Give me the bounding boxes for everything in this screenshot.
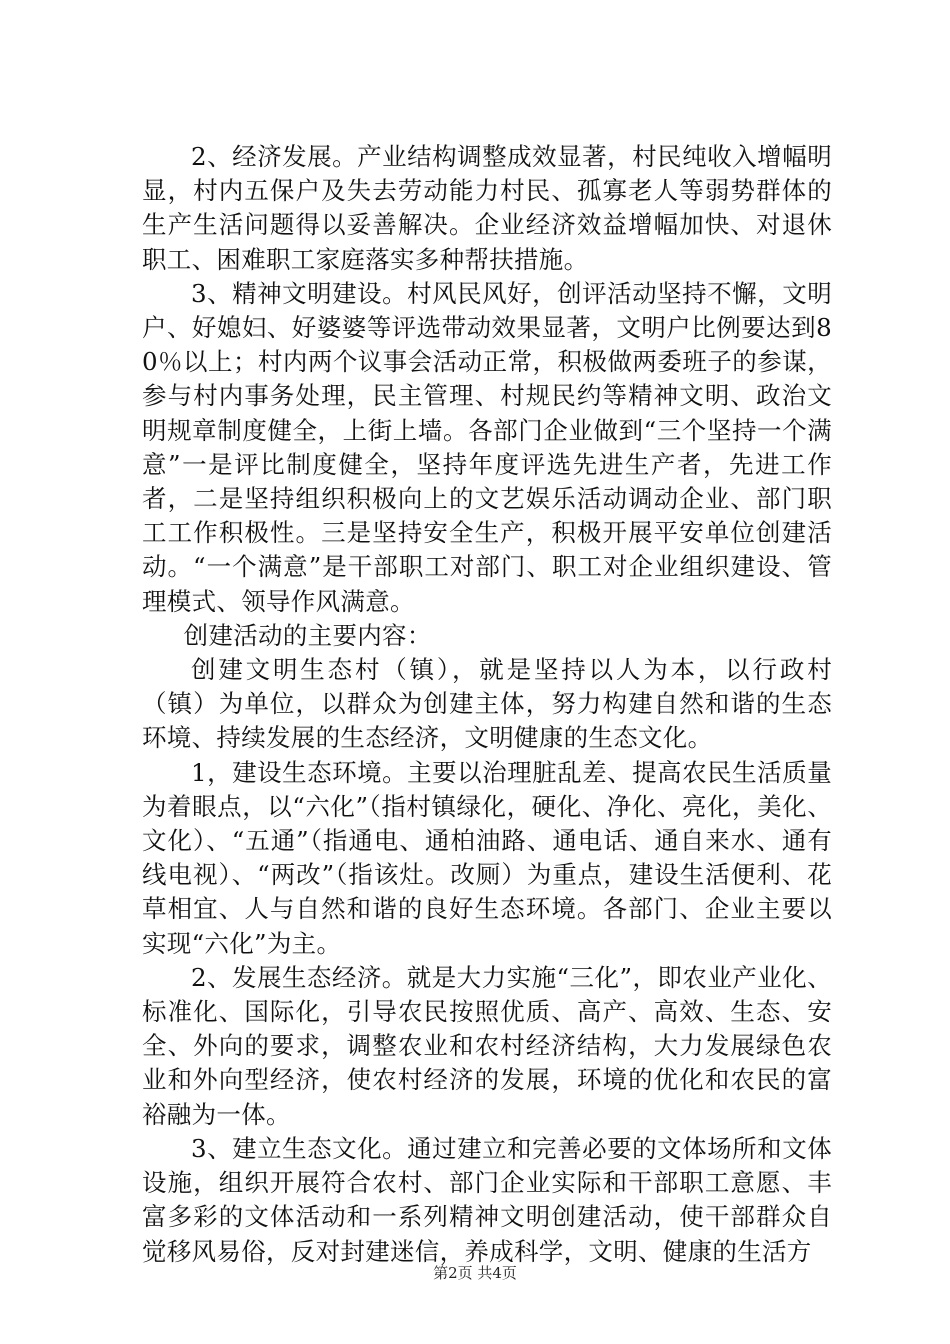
document-body [142, 140, 832, 1269]
paragraph-spiritual-civilization: 3、精神文明建设。村风民风好，创评活动坚持不懈，文明户、好媳妇、好婆婆等评选带动效果显著，文明户比例要达到80％以上；村内两个议事会活动正常，积极做两委班子的参谋，参与村内事务处理，民主管理、村规民约等精神文明、政治文明规章制度健全，上街上墙。各部门企业做到“三个坚持一个满意”一是评比制度健全，坚持年度评选先进生产者，先进工作者，二是坚持组织积极向上的文艺娱乐活动调动企业、部门职工工作积极性。三是坚持安全生产，积极开展平安单位创建活动。“一个满意”是干部职工对部门、职工对企业组织建设、管理模式、领导作风满意。 [142, 278, 832, 616]
paragraph-eco-environment: 1，建设生态环境。主要以治理脏乱差、提高农民生活质量为着眼点，以“六化”（指村镇绿化，硬化、净化、亮化，美化、文化）、“五通”（指通电、通柏油路、通电话、通自来水、通有线电视）、“两改”（指该灶。改厕）为重点，建设生活便利、花草相宜、人与自然和谐的良好生态环境。各部门、企业主要以实现“六化”为主。 [142, 757, 832, 958]
page-number-footer: 第2页 共4页 [433, 1264, 517, 1282]
paragraph-main-content-heading: 创建活动的主要内容： [183, 620, 432, 650]
paragraph-eco-village-definition: 创建文明生态村（镇），就是坚持以人为本，以行政村（镇）为单位，以群众为创建主体，努力构建自然和谐的生态环境、持续发展的生态经济，文明健康的生态文化。 [142, 655, 832, 753]
paragraph-eco-culture: 3、建立生态文化。通过建立和完善必要的文体场所和文体设施，组织开展符合农村、部门企业实际和干部职工意愿、丰富多彩的文体活动和一系列精神文明创建活动，使干部群众自觉移风易俗，反对封建迷信，养成科学，文明、健康的生活方 [142, 1133, 832, 1266]
paragraph-economic-development: 2、经济发展。产业结构调整成效显著，村民纯收入增幅明显，村内五保户及失去劳动能力村民、孤寡老人等弱势群体的生产生活问题得以妥善解决。企业经济效益增幅加快、对退休职工、困难职工家庭落实多种帮扶措施。 [142, 142, 832, 274]
paragraph-eco-economy: 2、发展生态经济。就是大力实施“三化”，即农业产业化、标准化、国际化，引导农民按照优质、高产、高效、生态、安全、外向的要求，调整农业和农村经济结构，大力发展绿色农业和外向型经济，使农村经济的发展，环境的优化和农民的富裕融为一体。 [142, 962, 832, 1129]
